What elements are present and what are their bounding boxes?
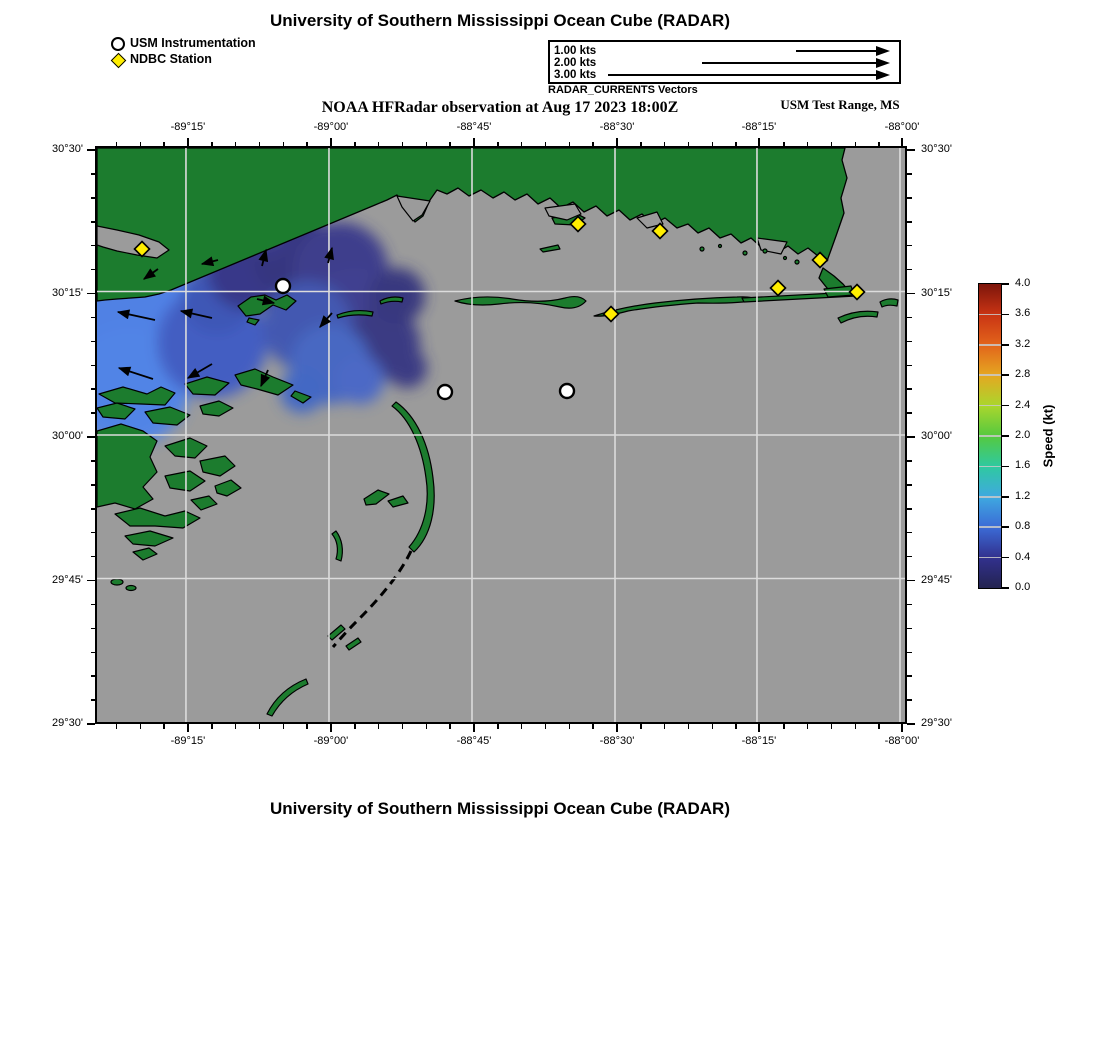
y-tick-minor	[91, 221, 96, 223]
y-tick-major	[907, 723, 915, 725]
y-tick-minor	[91, 245, 96, 247]
x-tick-minor	[878, 142, 880, 147]
x-tick-minor	[783, 724, 785, 729]
y-tick-minor	[91, 365, 96, 367]
x-axis-label: -88°30'	[599, 121, 635, 133]
y-tick-major	[907, 436, 915, 438]
colorbar-tick-label: 0.0	[1015, 581, 1031, 593]
colorbar-gridline	[979, 314, 1001, 316]
x-tick-major	[473, 138, 475, 146]
y-tick-minor	[91, 173, 96, 175]
x-tick-minor	[449, 142, 451, 147]
colorbar-tick	[1002, 496, 1009, 498]
y-tick-major	[87, 723, 95, 725]
x-tick-minor	[283, 724, 285, 729]
x-tick-major	[330, 138, 332, 146]
x-tick-minor	[592, 142, 594, 147]
footer-title: University of Southern Mississippi Ocean Cube (RADAR)	[269, 799, 730, 818]
y-axis-label: 30°15'	[52, 286, 83, 299]
colorbar-tick	[1002, 374, 1009, 376]
x-tick-minor	[855, 724, 857, 729]
y-tick-minor	[91, 532, 96, 534]
x-tick-minor	[116, 724, 118, 729]
y-tick-major	[87, 293, 95, 295]
x-tick-minor	[664, 142, 666, 147]
scale-arrow-line	[702, 62, 877, 64]
x-tick-minor	[116, 142, 118, 147]
x-tick-minor	[211, 142, 213, 147]
x-tick-minor	[831, 142, 833, 147]
y-tick-minor	[907, 675, 912, 677]
x-tick-minor	[163, 142, 165, 147]
x-axis-label: -88°45'	[456, 735, 492, 747]
x-tick-minor	[664, 724, 666, 729]
y-tick-minor	[907, 341, 912, 343]
speed-colorbar	[978, 277, 1056, 593]
x-tick-minor	[831, 724, 833, 729]
usm-instrumentation-marker	[438, 385, 452, 399]
y-axis-label: 29°45'	[921, 573, 952, 586]
scale-row-label: 2.00 kts	[554, 57, 597, 69]
x-axis-label: -88°00'	[884, 121, 920, 133]
y-tick-minor	[907, 652, 912, 654]
y-tick-minor	[91, 675, 96, 677]
y-tick-major	[87, 149, 95, 151]
y-tick-minor	[907, 484, 912, 486]
colorbar-tick-label: 2.0	[1015, 429, 1031, 441]
y-tick-minor	[907, 317, 912, 319]
y-tick-minor	[91, 508, 96, 510]
x-tick-major	[901, 724, 903, 732]
x-tick-minor	[378, 724, 380, 729]
colorbar-tick-label: 2.8	[1015, 368, 1031, 381]
x-axis-label: -88°15'	[741, 121, 777, 133]
y-tick-minor	[907, 604, 912, 606]
vector-scale-box	[548, 40, 901, 84]
x-axis-label: -88°00'	[884, 735, 920, 747]
x-tick-major	[330, 724, 332, 732]
scale-arrow-head	[876, 58, 890, 68]
colorbar-gridline	[979, 435, 1001, 437]
x-tick-minor	[140, 724, 142, 729]
y-tick-minor	[907, 365, 912, 367]
x-tick-major	[616, 138, 618, 146]
x-tick-minor	[807, 724, 809, 729]
y-tick-minor	[907, 221, 912, 223]
y-tick-major	[907, 293, 915, 295]
y-tick-minor	[907, 628, 912, 630]
colorbar-tick	[1002, 283, 1009, 285]
x-axis-label: -88°45'	[456, 121, 492, 133]
y-tick-major	[907, 149, 915, 151]
colorbar-tick	[1002, 466, 1009, 468]
x-tick-minor	[402, 724, 404, 729]
region-label: USM Test Range, MS	[780, 97, 900, 112]
x-tick-major	[901, 138, 903, 146]
colorbar-tick-label: 0.4	[1015, 550, 1031, 563]
colorbar-tick	[1002, 405, 1009, 407]
y-tick-minor	[907, 508, 912, 510]
y-axis-label: 30°15'	[921, 286, 952, 299]
colorbar-gridline	[979, 374, 1001, 376]
y-axis-label: 30°00'	[52, 430, 83, 442]
y-tick-minor	[907, 412, 912, 414]
y-tick-minor	[907, 699, 912, 701]
x-tick-minor	[712, 724, 714, 729]
colorbar-gridline	[979, 405, 1001, 407]
x-tick-minor	[712, 142, 714, 147]
usm-circle-icon	[111, 37, 125, 51]
usm-instrumentation-marker	[560, 384, 574, 398]
x-tick-minor	[735, 724, 737, 729]
x-tick-minor	[569, 724, 571, 729]
y-axis-label: 29°30'	[921, 717, 952, 729]
y-tick-minor	[91, 484, 96, 486]
x-tick-minor	[426, 142, 428, 147]
y-tick-minor	[91, 652, 96, 654]
y-tick-minor	[907, 388, 912, 390]
x-tick-minor	[735, 142, 737, 147]
y-tick-minor	[91, 269, 96, 271]
scale-arrow-head	[876, 46, 890, 56]
legend-label: USM Instrumentation	[130, 36, 256, 50]
x-tick-minor	[426, 724, 428, 729]
y-axis-label: 30°30'	[921, 143, 952, 155]
x-tick-minor	[545, 142, 547, 147]
scale-arrow-head	[876, 70, 890, 80]
x-tick-major	[473, 724, 475, 732]
ndbc-diamond-icon	[111, 53, 127, 69]
y-tick-minor	[91, 341, 96, 343]
x-tick-minor	[306, 724, 308, 729]
scale-row-label: 3.00 kts	[554, 69, 597, 81]
observation-subtitle: NOAA HFRadar observation at Aug 17 2023 18:00Z	[321, 99, 679, 116]
x-tick-minor	[449, 724, 451, 729]
map-canvas	[97, 148, 905, 722]
colorbar-tick	[1002, 587, 1009, 589]
y-axis-label: 29°45'	[52, 573, 83, 586]
y-tick-minor	[907, 173, 912, 175]
y-tick-major	[87, 580, 95, 582]
x-tick-major	[187, 138, 189, 146]
y-tick-minor	[91, 556, 96, 558]
page-title: University of Southern Mississippi Ocean Cube (RADAR)	[269, 11, 730, 30]
x-tick-major	[187, 724, 189, 732]
colorbar-tick-label: 1.6	[1015, 459, 1031, 472]
colorbar-tick	[1002, 314, 1009, 316]
y-tick-minor	[907, 269, 912, 271]
colorbar-gridline	[979, 344, 1001, 346]
x-tick-major	[758, 724, 760, 732]
x-tick-minor	[521, 724, 523, 729]
y-tick-minor	[91, 197, 96, 199]
legend-label: NDBC Station	[130, 52, 212, 66]
colorbar-tick	[1002, 435, 1009, 437]
x-tick-minor	[640, 142, 642, 147]
colorbar-tick-label: 4.0	[1015, 277, 1031, 289]
x-tick-minor	[545, 724, 547, 729]
x-tick-major	[616, 724, 618, 732]
y-tick-minor	[91, 412, 96, 414]
y-tick-minor	[91, 699, 96, 701]
colorbar-tick-label: 3.2	[1015, 337, 1031, 350]
x-tick-minor	[521, 142, 523, 147]
y-tick-minor	[91, 628, 96, 630]
x-tick-minor	[402, 142, 404, 147]
y-tick-minor	[91, 460, 96, 462]
colorbar-tick	[1002, 526, 1009, 528]
x-tick-minor	[855, 142, 857, 147]
y-tick-major	[87, 436, 95, 438]
colorbar-gridline	[979, 496, 1001, 498]
x-tick-minor	[354, 142, 356, 147]
y-tick-minor	[907, 532, 912, 534]
x-axis-label: -89°15'	[170, 121, 206, 133]
x-tick-minor	[688, 724, 690, 729]
x-tick-minor	[688, 142, 690, 147]
x-axis-label: -88°30'	[599, 735, 635, 747]
scale-arrow-line	[608, 74, 877, 76]
y-tick-minor	[91, 388, 96, 390]
x-tick-minor	[497, 724, 499, 729]
colorbar-tick-label: 2.4	[1015, 398, 1031, 411]
colorbar-tick-label: 0.8	[1015, 520, 1031, 533]
y-tick-major	[907, 580, 915, 582]
x-tick-minor	[569, 142, 571, 147]
x-tick-minor	[378, 142, 380, 147]
usm-instrumentation-marker	[276, 279, 290, 293]
colorbar-gridline	[979, 557, 1001, 559]
colorbar-tick-label: 1.2	[1015, 489, 1031, 502]
y-axis-label: 30°30'	[52, 143, 83, 155]
y-tick-minor	[907, 556, 912, 558]
x-axis-label: -88°15'	[741, 735, 777, 747]
x-tick-minor	[306, 142, 308, 147]
map-area	[52, 121, 952, 747]
y-tick-minor	[907, 460, 912, 462]
colorbar-gridline	[979, 526, 1001, 528]
y-tick-minor	[91, 604, 96, 606]
x-tick-minor	[235, 142, 237, 147]
x-tick-minor	[140, 142, 142, 147]
x-tick-minor	[592, 724, 594, 729]
scale-arrow-line	[796, 50, 877, 52]
x-tick-minor	[807, 142, 809, 147]
x-tick-major	[758, 138, 760, 146]
colorbar-tick	[1002, 344, 1009, 346]
x-tick-minor	[640, 724, 642, 729]
x-tick-minor	[259, 724, 261, 729]
y-tick-minor	[907, 245, 912, 247]
y-tick-minor	[907, 197, 912, 199]
y-tick-minor	[91, 317, 96, 319]
x-tick-minor	[283, 142, 285, 147]
x-tick-minor	[878, 724, 880, 729]
x-axis-label: -89°00'	[313, 121, 349, 133]
x-tick-minor	[235, 724, 237, 729]
colorbar-title: Speed (kt)	[1040, 404, 1056, 468]
x-tick-minor	[497, 142, 499, 147]
x-tick-minor	[783, 142, 785, 147]
colorbar-tick	[1002, 557, 1009, 559]
y-axis-label: 29°30'	[52, 717, 83, 729]
scale-row-label: 1.00 kts	[554, 45, 597, 57]
x-tick-minor	[211, 724, 213, 729]
x-axis-label: -89°15'	[170, 735, 206, 747]
colorbar-tick-label: 3.6	[1015, 307, 1031, 320]
vector-scale-caption: RADAR_CURRENTS Vectors	[548, 84, 698, 96]
x-axis-label: -89°00'	[313, 735, 349, 747]
x-tick-minor	[354, 724, 356, 729]
colorbar-gridline	[979, 466, 1001, 468]
x-tick-minor	[259, 142, 261, 147]
x-tick-minor	[163, 724, 165, 729]
y-axis-label: 30°00'	[921, 430, 952, 442]
